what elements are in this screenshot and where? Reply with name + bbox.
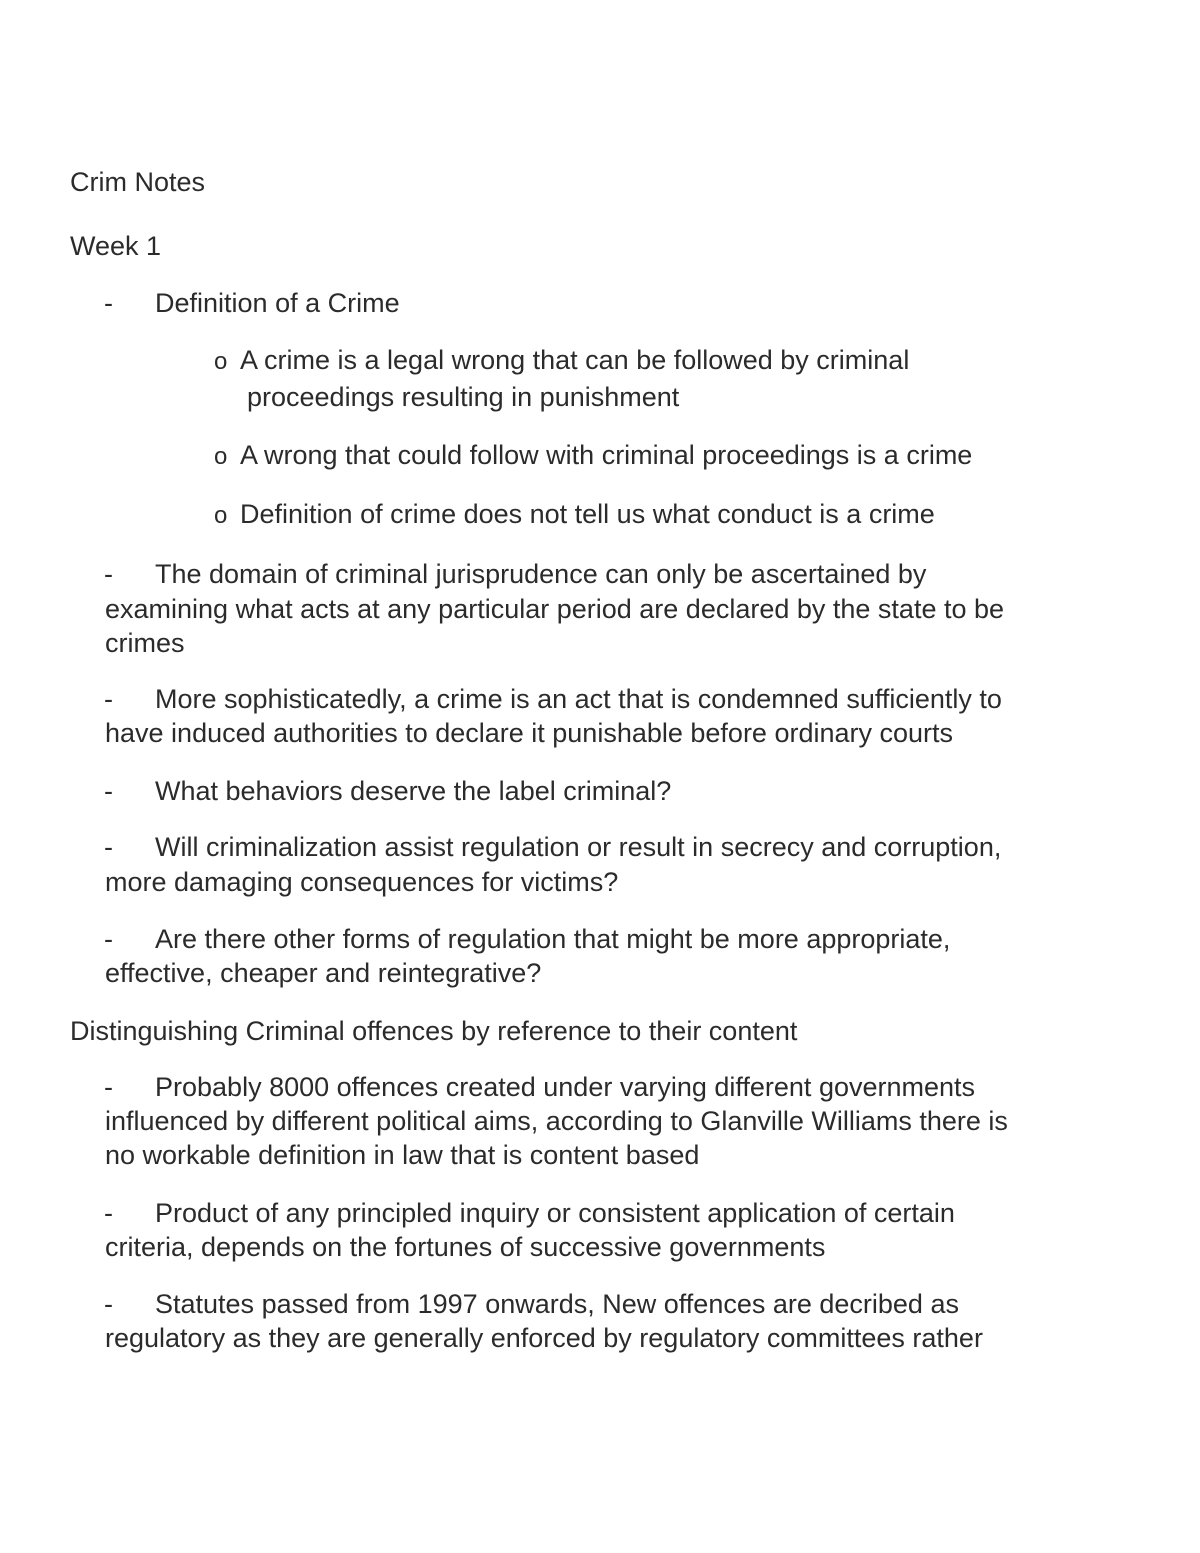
list-marker: - [104,559,113,589]
list-item-continuation: crimes [105,628,185,658]
sub-bullet-marker: o [214,348,228,375]
list-item-continuation: criteria, depends on the fortunes of successive governments [105,1232,826,1262]
list-marker: - [104,288,113,318]
sub-bullet-marker: o [214,443,228,470]
list-marker: - [104,684,113,714]
list-item-continuation: influenced by different political aims, according to Glanville Williams there is [105,1106,1008,1136]
list-item: What behaviors deserve the label criminal? [155,776,672,806]
list-item-continuation: no workable definition in law that is content based [105,1140,700,1170]
list-item: More sophisticatedly, a crime is an act that is condemned sufficiently to [155,684,1002,714]
sub-list-item-continuation: proceedings resulting in punishment [247,382,680,412]
list-marker: - [104,1072,113,1102]
list-item-definition: Definition of a Crime [155,288,400,318]
list-marker: - [104,776,113,806]
list-item: Are there other forms of regulation that might be more appropriate, [155,924,951,954]
list-item-continuation: regulatory as they are generally enforced by regulatory committees rather [105,1323,983,1353]
list-marker: - [104,924,113,954]
week-heading: Week 1 [70,231,162,261]
document-title: Crim Notes [70,167,206,197]
list-item-continuation: more damaging consequences for victims? [105,867,619,897]
section-heading: Distinguishing Criminal offences by reference to their content [70,1016,798,1046]
sub-list-item: A wrong that could follow with criminal proceedings is a crime [240,440,973,470]
sub-list-item: A crime is a legal wrong that can be followed by criminal [240,345,910,375]
list-item: Probably 8000 offences created under varying different governments [155,1072,976,1102]
list-item-continuation: effective, cheaper and reintegrative? [105,958,542,988]
list-marker: - [104,1289,113,1319]
list-item: The domain of criminal jurisprudence can only be ascertained by [155,559,927,589]
list-item: Product of any principled inquiry or consistent application of certain [155,1198,955,1228]
list-item: Will criminalization assist regulation or result in secrecy and corruption, [155,832,1002,862]
list-marker: - [104,1198,113,1228]
sub-list-item: Definition of crime does not tell us what conduct is a crime [240,499,935,529]
list-marker: - [104,832,113,862]
list-item-continuation: have induced authorities to declare it punishable before ordinary courts [105,718,954,748]
list-item: Statutes passed from 1997 onwards, New offences are decribed as [155,1289,959,1319]
list-item-continuation: examining what acts at any particular period are declared by the state to be [105,594,1005,624]
sub-bullet-marker: o [214,502,228,529]
